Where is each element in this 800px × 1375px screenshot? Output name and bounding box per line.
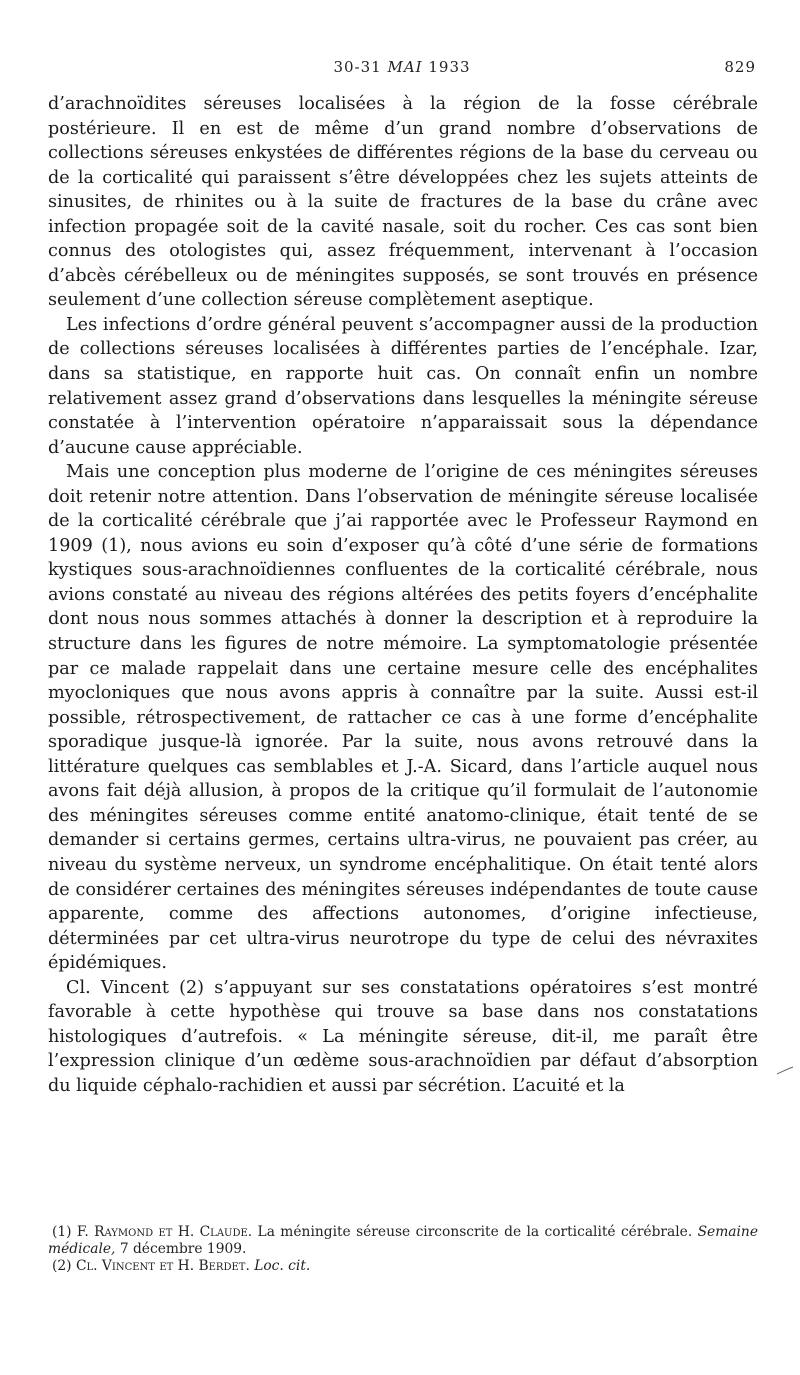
paragraph: Mais une conception plus moderne de l’origine de ces méningites séreuses doit retenir notre attention. Dans l’observation de méningite séreuse localisée de la corticalité cérébrale que j’ai rapportée avec le Professeur Raymond en 1909 (1), nous avions eu soin d’exposer qu’à côté d’une série de formations kystiques sous-arachnoïdiennes confluentes de la corticalité cérébrale, nous avions constaté au niveau des régions altérées des petits foyers d’encéphalite dont nous nous sommes attachés à donner la description et à reproduire la structure dans les figures de notre mémoire. La symptomatologie présentée par ce malade rappelait dans une certaine mesure celle des encéphalites myocloniques que nous avons appris à connaître par la suite. Aussi est-il possible, rétrospectivement, de rattacher ce cas à une forme d’encéphalite sporadique jusque-là ignorée. Par la suite, nous avons retrouvé dans la littérature quelques cas semblables et J.-A. Sicard, dans l’article auquel nous avons fait déjà allusion, à propos de la critique qu’il formulait de l’autonomie des méningites séreuses comme entité anatomo-clinique, était tenté de se demander si certains germes, certains ultra-virus, ne pouvaient pas créer, au niveau du système nerveux, un syndrome encéphalitique. On était tenté alors de considérer certaines des méningites séreuses indépendantes de toute cause apparente, comme des affections autonomes, d’origine infectieuse, déterminées par cet ultra-virus neurotrope du type de celui des névraxites épidémiques. bbox=[48, 462, 758, 974]
paragraph: d’arachnoïdites séreuses localisées à la région de la fosse cérébrale postérieure. Il en est de même d’un grand nombre d’observations de collections séreuses enkystées de différentes régions de la base du cerveau ou de la corticalité qui paraissent s’être développées chez les sujets atteints de sinusites, de rhinites ou à la suite de fractures de la base du crâne avec infection propagée soit de la cavité nasale, soit du rocher. Ces cas sont bien connus des otologistes qui, assez fréquemment, intervenant à l’occasion d’abcès cérébelleux ou de méningites supposés, se sont trouvés en présence seulement d’une collection séreuse complètement aseptique. bbox=[48, 94, 758, 311]
header-year: 1933 bbox=[428, 58, 471, 76]
main-text bbox=[48, 92, 758, 1098]
footnote-reference: Loc. cit. bbox=[254, 1258, 311, 1274]
header-date bbox=[48, 58, 756, 76]
footnote-marker: (1) bbox=[52, 1224, 72, 1240]
header-date-prefix: 30-31 bbox=[333, 58, 382, 76]
footnote-marker: (2) bbox=[52, 1258, 72, 1274]
margin-pencil-mark bbox=[776, 1066, 794, 1076]
running-header bbox=[48, 58, 756, 82]
footnote-date: 7 décembre 1909. bbox=[119, 1241, 247, 1257]
footnote-1 bbox=[48, 1224, 758, 1258]
footnote-authors: Cl. Vincent et H. Berdet. bbox=[75, 1258, 250, 1274]
footnote-authors: F. Raymond et H. Claude. bbox=[76, 1224, 253, 1240]
page-number: 829 bbox=[724, 58, 756, 76]
footnote-2 bbox=[48, 1258, 758, 1275]
footnote-title: La méningite séreuse circonscrite de la corticalité cérébrale. bbox=[257, 1224, 693, 1240]
paragraph: Cl. Vincent (2) s’appuyant sur ses constatations opératoires s’est montré favorable à cette hypothèse qui trouve sa base dans nos constatations histologiques d’autrefois. « La méningite séreuse, dit-il, me paraît être l’expression clinique d’un œdème sous-arachnoïdien par défaut d’absorption du liquide céphalo-rachidien et aussi par sécrétion. L’acuité et la bbox=[48, 977, 758, 1096]
header-month: MAI bbox=[387, 58, 423, 76]
footnote-journal: Semaine médicale, bbox=[48, 1224, 758, 1257]
footnotes bbox=[48, 1224, 758, 1275]
paragraph: Les infections d’ordre général peuvent s’accompagner aussi de la production de collections séreuses localisées à différentes parties de l’encéphale. Izar, dans sa statistique, en rapporte huit cas. On connaît enfin un nombre relativement assez grand d’observations dans lesquelles la méningite séreuse constatée à l’intervention opératoire n’apparaissait sous la dépendance d’aucune cause appréciable. bbox=[48, 314, 758, 458]
